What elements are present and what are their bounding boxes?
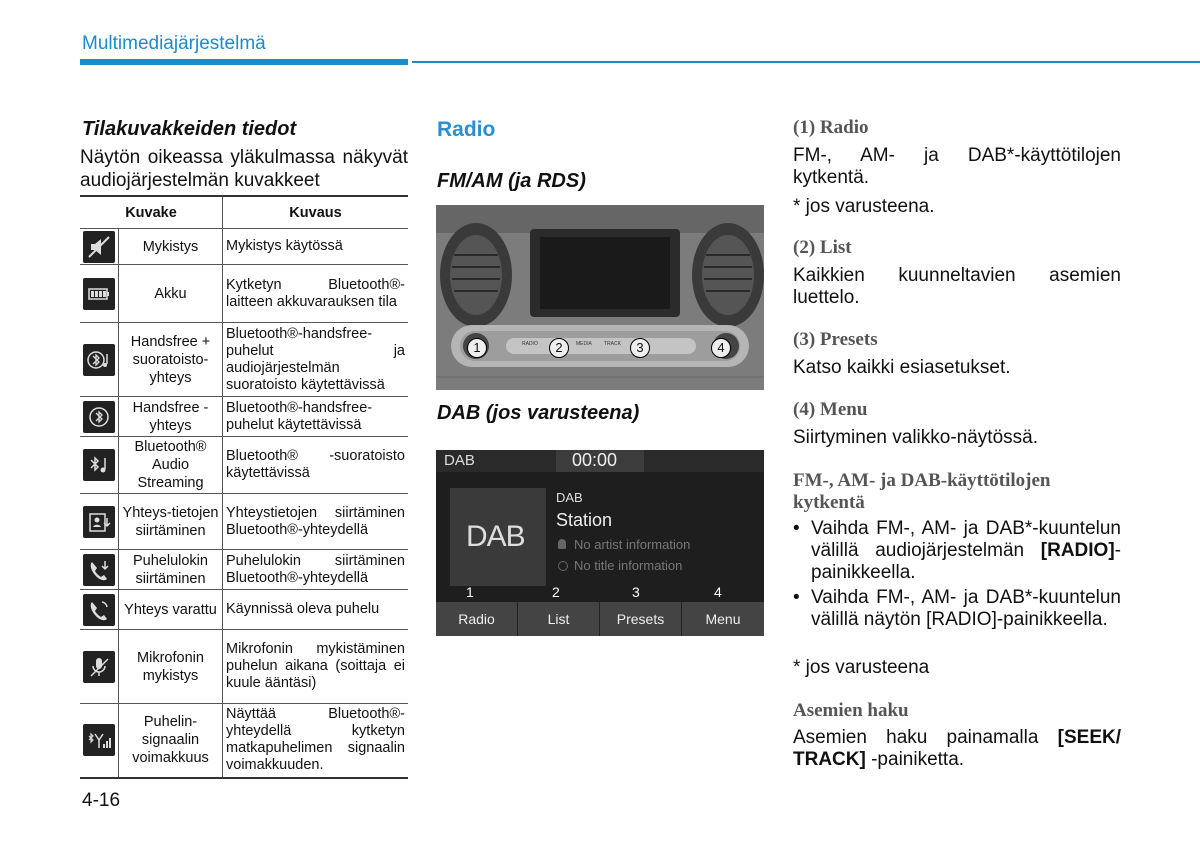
- bullet-2-marker: •: [793, 587, 800, 608]
- bluetooth-audio-icon: [83, 449, 115, 481]
- bullet-1-text: Vaihda FM-, AM- ja DAB*-kuuntelun välillä audiojärjestelmän [RADIO]-painikkeella.: [811, 518, 1121, 583]
- icon-name: Handsfree -yhteys: [119, 397, 223, 437]
- radio-panel-photo: [436, 205, 764, 390]
- mute-icon: [83, 231, 115, 263]
- radio-heading: (1) Radio: [793, 117, 869, 138]
- radio-note: * jos varusteena.: [793, 196, 935, 217]
- presets-heading: (3) Presets: [793, 329, 878, 350]
- mode-switch-note: * jos varusteena: [793, 657, 930, 678]
- phone-busy-icon: [83, 594, 115, 626]
- table-row: [80, 437, 408, 494]
- list-text: Kaikkien kuunneltavien asemien luettelo.: [793, 265, 1121, 308]
- icon-description: Käynnissä oleva puhelu: [223, 590, 409, 630]
- table-row: [80, 630, 408, 704]
- icon-description: Puhelulokin siirtäminen Bluetooth®-yhteydellä: [223, 550, 409, 590]
- left-intro: Näytön oikeassa yläkulmassa näkyvät audiojärjestelmän kuvakkeet: [80, 147, 408, 191]
- bullet-1-marker: •: [793, 518, 800, 539]
- dab-presets-button[interactable]: Presets: [600, 602, 682, 636]
- status-icon-table: [80, 195, 408, 779]
- dab-callout-3: 3: [632, 584, 640, 600]
- mic-mute-icon: [83, 651, 115, 683]
- contacts-download-icon: [83, 506, 115, 538]
- header-bar-thin: [412, 61, 1200, 63]
- bluetooth-handsfree-audio-icon: [83, 344, 115, 376]
- icon-description: Bluetooth®-handsfree-puhelut käytettävissä: [223, 397, 409, 437]
- seek-text: Asemien haku painamalla [SEEK/ TRACK] -painiketta.: [793, 727, 1121, 770]
- dab-radio-button[interactable]: Radio: [436, 602, 518, 636]
- radio-title: Radio: [437, 118, 496, 141]
- signal-strength-icon: [83, 724, 115, 756]
- mode-switch-heading: FM-, AM- ja DAB-käyttötilojen kytkentä: [793, 470, 1051, 513]
- icon-description: Mykistys käytössä: [223, 229, 409, 265]
- panel-label-media: MEDIA: [576, 341, 592, 347]
- table-row: [80, 550, 408, 590]
- battery-icon: [83, 278, 115, 310]
- dab-clock: 00:00: [572, 450, 618, 470]
- page-number: 4-16: [82, 790, 121, 811]
- title-icon: [558, 561, 568, 571]
- table-header-icon: Kuvake: [80, 196, 223, 229]
- callout-1: 1: [467, 338, 487, 358]
- icon-name: Akku: [119, 265, 223, 323]
- dab-menu-button[interactable]: Menu: [705, 611, 741, 627]
- table-row: [80, 323, 408, 397]
- icon-name: Puhelin-signaalin voimakkuus: [119, 704, 223, 778]
- panel-label-radio: RADIO: [522, 341, 538, 347]
- header-bar-thick: [80, 59, 408, 65]
- dab-list-button[interactable]: List: [518, 602, 600, 636]
- table-row: [80, 704, 408, 778]
- dab-subtitle: DAB (jos varusteena): [437, 402, 640, 424]
- table-row: [80, 397, 408, 437]
- icon-description: Bluetooth®-handsfree-puhelut ja audiojärjestelmän suoratoisto käytettävissä: [223, 323, 409, 397]
- table-row: [80, 229, 408, 265]
- dab-artist: No artist information: [574, 537, 691, 552]
- table-row: [80, 494, 408, 550]
- callout-3: 3: [630, 338, 650, 358]
- icon-name: Handsfree + suoratoisto-yhteys: [119, 323, 223, 397]
- icon-name: Mykistys: [119, 229, 223, 265]
- icon-name: Puhelulokin siirtäminen: [119, 550, 223, 590]
- radio-text: FM-, AM- ja DAB*-käyttötilojen kytkentä.: [793, 145, 1121, 188]
- table-header-description: Kuvaus: [223, 196, 409, 229]
- dab-station: Station: [556, 510, 613, 530]
- left-section-title: Tilakuvakkeiden tiedot: [82, 118, 297, 140]
- dab-mode-label: DAB: [444, 452, 475, 469]
- fm-am-subtitle: FM/AM (ja RDS): [437, 170, 586, 192]
- icon-description: Kytketyn Bluetooth®-laitteen akkuvarauksen tila: [223, 265, 409, 323]
- list-heading: (2) List: [793, 237, 852, 258]
- bluetooth-handsfree-icon: [83, 401, 115, 433]
- icon-description: Bluetooth® -suoratoisto käytettävissä: [223, 437, 409, 494]
- dab-logo: DAB: [466, 520, 525, 553]
- dab-callout-4: 4: [714, 584, 722, 600]
- dab-callout-2: 2: [552, 584, 560, 600]
- bullet-2-text: Vaihda FM-, AM- ja DAB*-kuuntelun välillä näytön [RADIO]-painikkeella.: [811, 587, 1121, 630]
- icon-name: Yhteys-tietojen siirtäminen: [119, 494, 223, 550]
- icon-name: Bluetooth® Audio Streaming: [119, 437, 223, 494]
- icon-name: Mikrofonin mykistys: [119, 630, 223, 704]
- menu-text: Siirtyminen valikko-näytössä.: [793, 427, 1038, 448]
- dab-callout-1: 1: [466, 584, 474, 600]
- icon-description: Yhteystietojen siirtäminen Bluetooth®-yhteydellä: [223, 494, 409, 550]
- callout-2: 2: [549, 338, 569, 358]
- dab-screen: [436, 450, 764, 636]
- menu-heading: (4) Menu: [793, 399, 868, 420]
- callout-4: 4: [711, 338, 731, 358]
- artist-icon: [558, 539, 566, 549]
- icon-name: Yhteys varattu: [119, 590, 223, 630]
- presets-text: Katso kaikki esiasetukset.: [793, 357, 1011, 378]
- section-header-title: Multimediajärjestelmä: [82, 33, 266, 54]
- table-row: [80, 265, 408, 323]
- icon-description: Näyttää Bluetooth®-yhteydellä kytketyn matkapuhelimen signaalin voimakkuuden.: [223, 704, 409, 778]
- dab-band: DAB: [556, 490, 583, 505]
- icon-description: Mikrofonin mykistäminen puhelun aikana (soittaja ei kuule ääntäsi): [223, 630, 409, 704]
- call-log-download-icon: [83, 554, 115, 586]
- seek-heading: Asemien haku: [793, 700, 909, 721]
- table-row: [80, 590, 408, 630]
- dab-title: No title information: [574, 558, 683, 573]
- panel-label-track: TRACK: [604, 341, 621, 347]
